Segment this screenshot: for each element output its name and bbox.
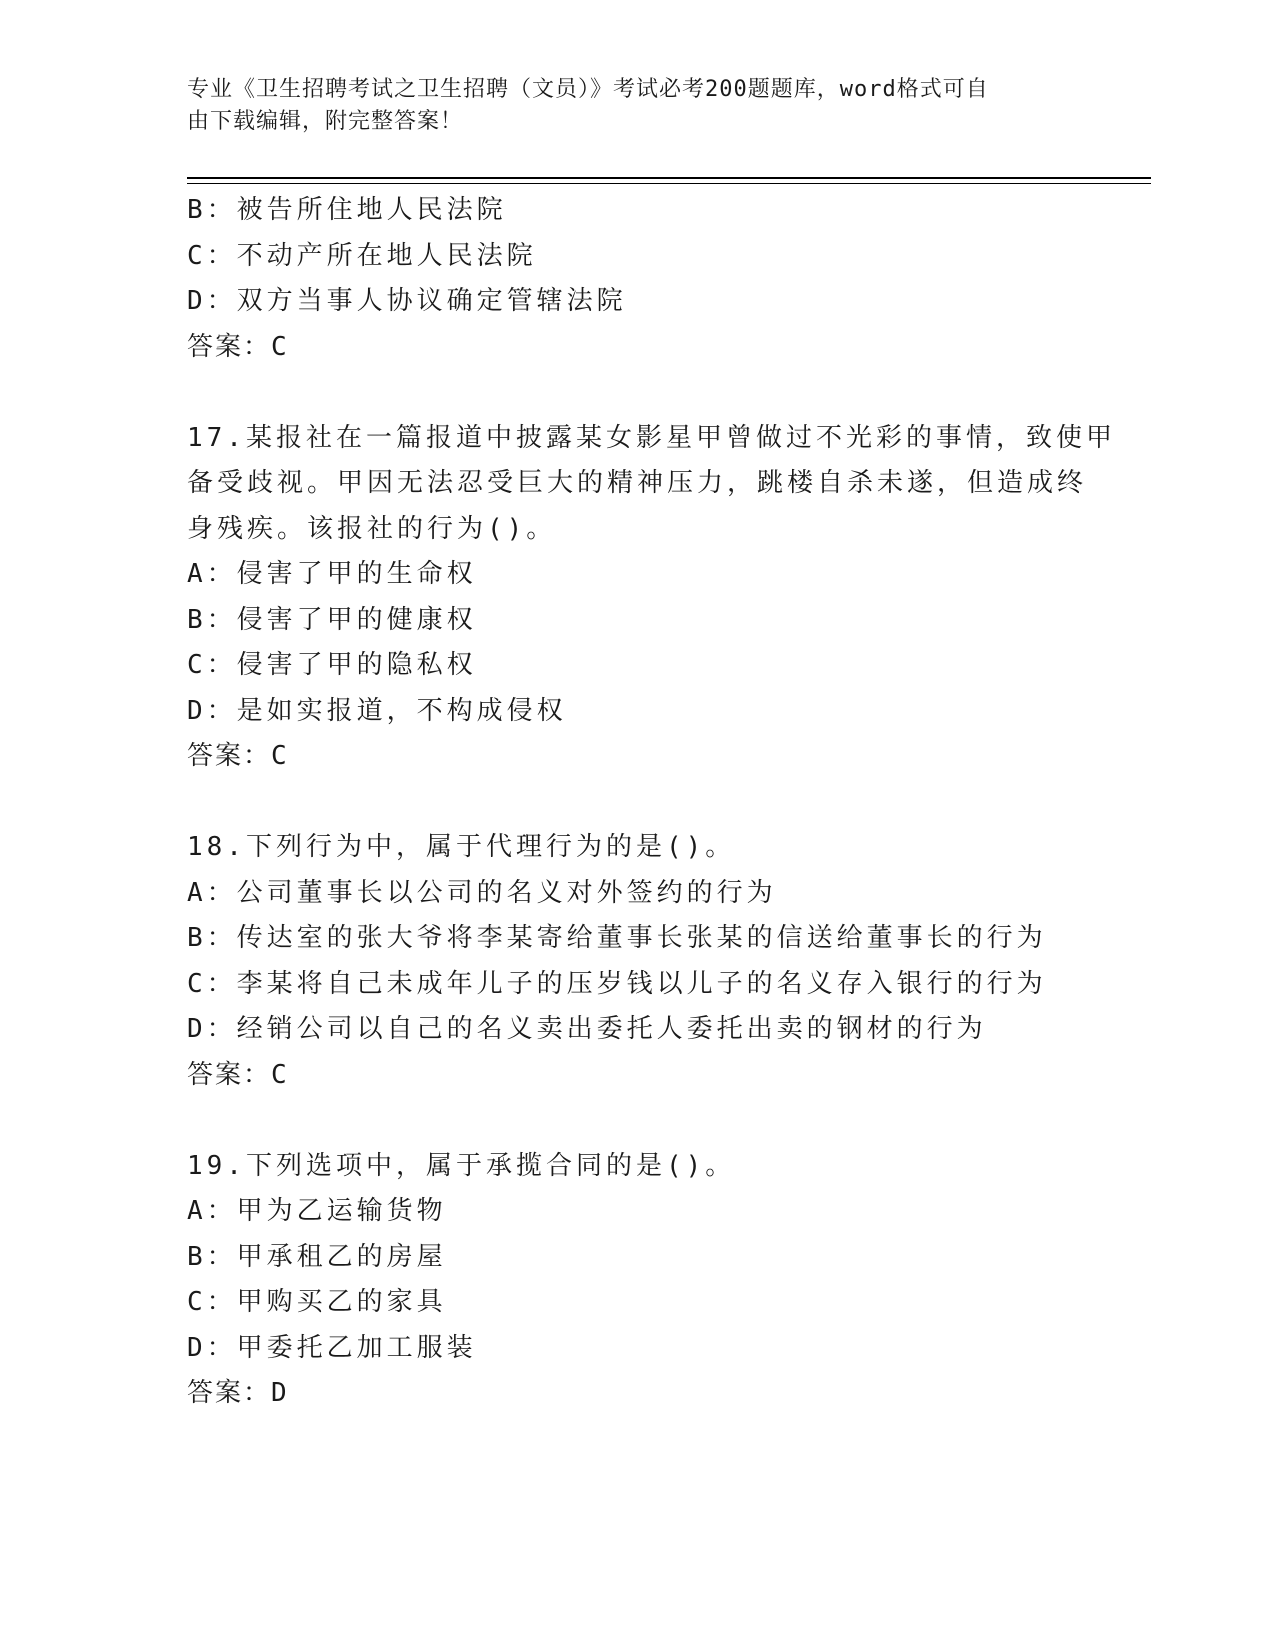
option-d: D：甲委托乙加工服装 [187, 1332, 477, 1363]
option-d: D：是如实报道，不构成侵权 [187, 695, 567, 726]
answer: 答案：C [187, 1059, 289, 1090]
question-17 [187, 416, 1116, 780]
option-a: A：甲为乙运输货物 [187, 1196, 447, 1226]
answer: 答案：D [187, 1378, 289, 1408]
option-a: A：公司董事长以公司的名义对外签约的行为 [187, 877, 777, 908]
question-stem: 19.下列选项中，属于承揽合同的是()。 [187, 1150, 736, 1181]
option-c: C：不动产所在地人民法院 [187, 240, 537, 271]
question-19 [187, 1144, 1107, 1417]
question-list [187, 188, 1116, 1417]
option-a: A：侵害了甲的生命权 [187, 559, 477, 589]
spacer [187, 780, 1107, 826]
option-c: C：甲购买乙的家具 [187, 1287, 447, 1317]
header-rule-thin [187, 183, 1151, 184]
spacer [187, 1098, 1107, 1144]
option-b: B：传达室的张大爷将李某寄给董事长张某的信送给董事长的行为 [187, 923, 1047, 953]
header-line-1: 专业《卫生招聘考试之卫生招聘（文员）》考试必考200题题库，word格式可自 [187, 77, 989, 102]
option-d: D：经销公司以自己的名义卖出委托人委托出卖的钢材的行为 [187, 1014, 987, 1044]
question-stem: 18.下列行为中，属于代理行为的是()。 [187, 832, 736, 862]
question-16-continued [187, 188, 1107, 370]
question-stem-line: 17.某报社在一篇报道中披露某女影星甲曾做过不光彩的事情，致使甲 [187, 422, 1116, 453]
question-18 [187, 825, 1107, 1098]
answer: 答案：C [187, 741, 289, 771]
option-c: C：侵害了甲的隐私权 [187, 650, 477, 680]
spacer [187, 370, 1107, 416]
question-stem-line: 备受歧视。甲因无法忍受巨大的精神压力，跳楼自杀未遂，但造成终 [187, 468, 1088, 498]
header-line-2: 由下载编辑，附完整答案！ [187, 109, 464, 134]
option-b: B：甲承租乙的房屋 [187, 1241, 447, 1272]
header-rule-thick [187, 177, 1151, 179]
option-c: C：李某将自己未成年儿子的压岁钱以儿子的名义存入银行的行为 [187, 968, 1047, 999]
question-stem-line: 身残疾。该报社的行为()。 [187, 513, 557, 544]
option-b: B：被告所住地人民法院 [187, 195, 507, 225]
option-d: D：双方当事人协议确定管辖法院 [187, 286, 627, 316]
answer: 答案：C [187, 331, 289, 362]
page-header [187, 74, 1067, 138]
option-b: B：侵害了甲的健康权 [187, 604, 477, 635]
